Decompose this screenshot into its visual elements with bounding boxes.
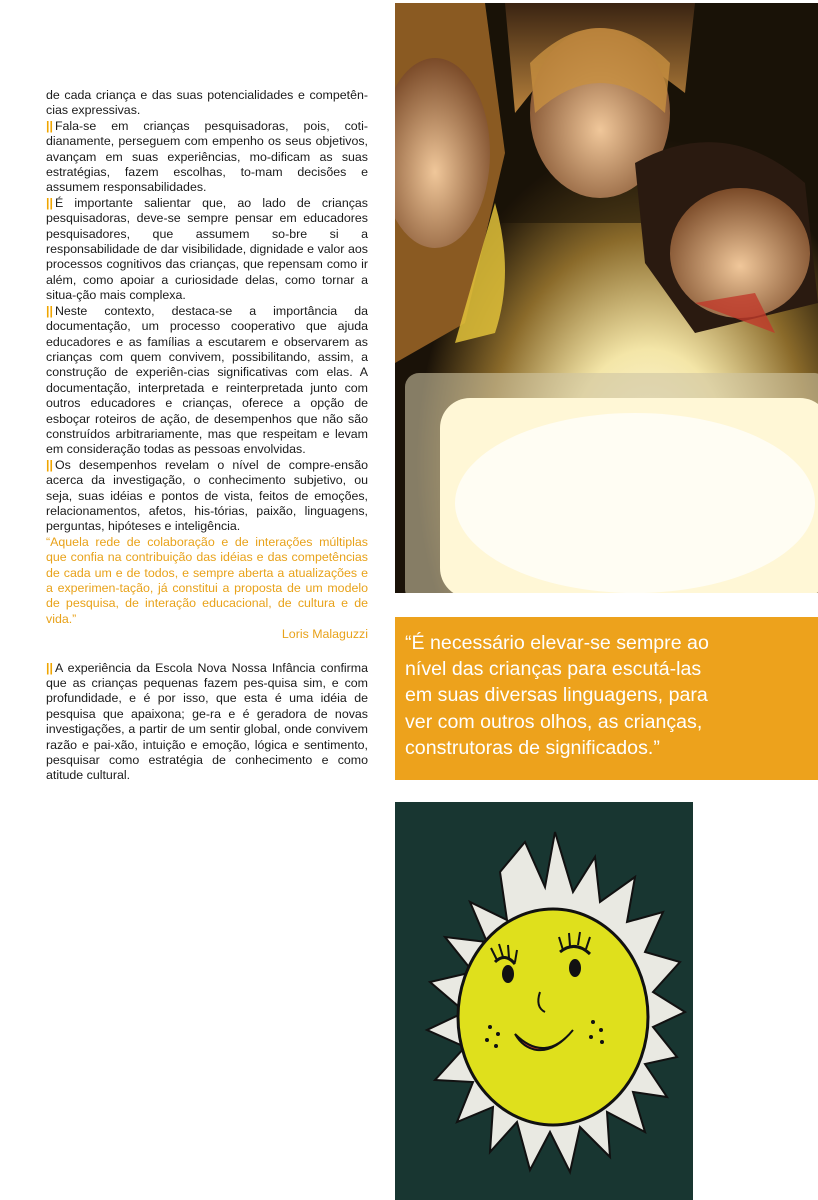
- paragraph: [46, 304, 368, 458]
- paragraph-marker: ||: [46, 303, 53, 318]
- paragraph: [46, 119, 368, 196]
- pull-quote-line: ver com outros olhos, as crianças,: [405, 710, 703, 733]
- paragraph-continued: de cada criança e das suas potencialidades e competên-cias expressivas.: [46, 88, 368, 118]
- sun-drawing-photo: [395, 802, 693, 1200]
- malaguzzi-quote: “Aquela rede de colaboração e de interações múltiplas que confia na contribuição das idéias e das competências de cada um e de todos, e sempre aberta a atualizações e a experimen-tação, já constitui a proposta de um modelo de pesquisa, de interação educacional, de cultura e de vida.”: [46, 534, 368, 626]
- photo-illustration: [395, 3, 818, 593]
- pull-quote-line: em suas diversas linguagens, para: [405, 684, 708, 707]
- paragraph-text: Fala-se em crianças pesquisadoras, pois, coti-dianamente, perseguem com empenho os seus objetivos, avançam em suas experiências, mo-dificam as suas estratégias, fazem escolhas, to-mam decisões e assumem responsabilidades.: [46, 118, 368, 195]
- paragraph-marker: ||: [46, 660, 53, 675]
- pull-quote-line: construtoras de significados.”: [405, 736, 660, 759]
- text-column: [46, 88, 368, 784]
- pull-quote-line: “É necessário elevar-se sempre ao: [405, 632, 709, 654]
- paragraph-marker: ||: [46, 118, 53, 133]
- paragraph: [46, 661, 368, 784]
- pull-quote-line: nível das crianças para escutá-las: [405, 658, 702, 681]
- paragraph: [46, 196, 368, 304]
- paragraph-text: Os desempenhos revelam o nível de compre-ensão acerca da investigação, o conhecimento subjetivo, ou seja, suas idéias e pontos de vista, feitos de emoções, relacionamentos, afetos, his-tórias, paixão, linguagens, perguntas, hipóteses e inteligência.: [46, 457, 368, 534]
- paragraph-text: É importante salientar que, ao lado de crianças pesquisadoras, deve-se sempre pensar em educadores pesquisadores, que assumem so-bre si a responsabilidade de dar visibilidade, dignidade e valor aos processos cognitivos das crianças, que repensam como ir além, como apoiar a curiosidade delas, como tornar a situa-ção mais complexa.: [46, 195, 368, 303]
- pull-quote-box: [395, 617, 818, 780]
- paragraph-text: Neste contexto, destaca-se a importância da documentação, um processo cooperativo que ajuda educadores e as famílias a escutarem e observarem as crianças com quem convivem, possibilitando, assim, a construção de experiên-cias significativas com elas. A documentação, interpretada e reinterpretada junto com outros educadores e crianças, oferece a opção de esboçar roteiros de ação, de desempenhos que não são construídos arbitrariamente, mas que respeitam e levam em consideração todas as pessoas envolvidas.: [46, 303, 368, 457]
- quote-author: Loris Malaguzzi: [281, 627, 368, 642]
- paragraph-marker: ||: [46, 195, 53, 210]
- sun-drawing-illustration: [395, 802, 693, 1200]
- paragraph: [46, 458, 368, 535]
- paragraph-marker: ||: [46, 457, 53, 472]
- children-lightbox-photo: [395, 3, 818, 593]
- paragraph-text: A experiência da Escola Nova Nossa Infância confirma que as crianças pequenas fazem pes-quisa sim, e com profundidade, e é por isso, que esta é uma idéia de pesquisa que apaixona; ge-ra e é geradora de novas investigações, a partir de um sentir global, onde convivem razão e pai-xão, intuição e emoção, lógica e sentimento, pesquisar como estratégia de conhecimento e como atitude cultural.: [46, 660, 368, 783]
